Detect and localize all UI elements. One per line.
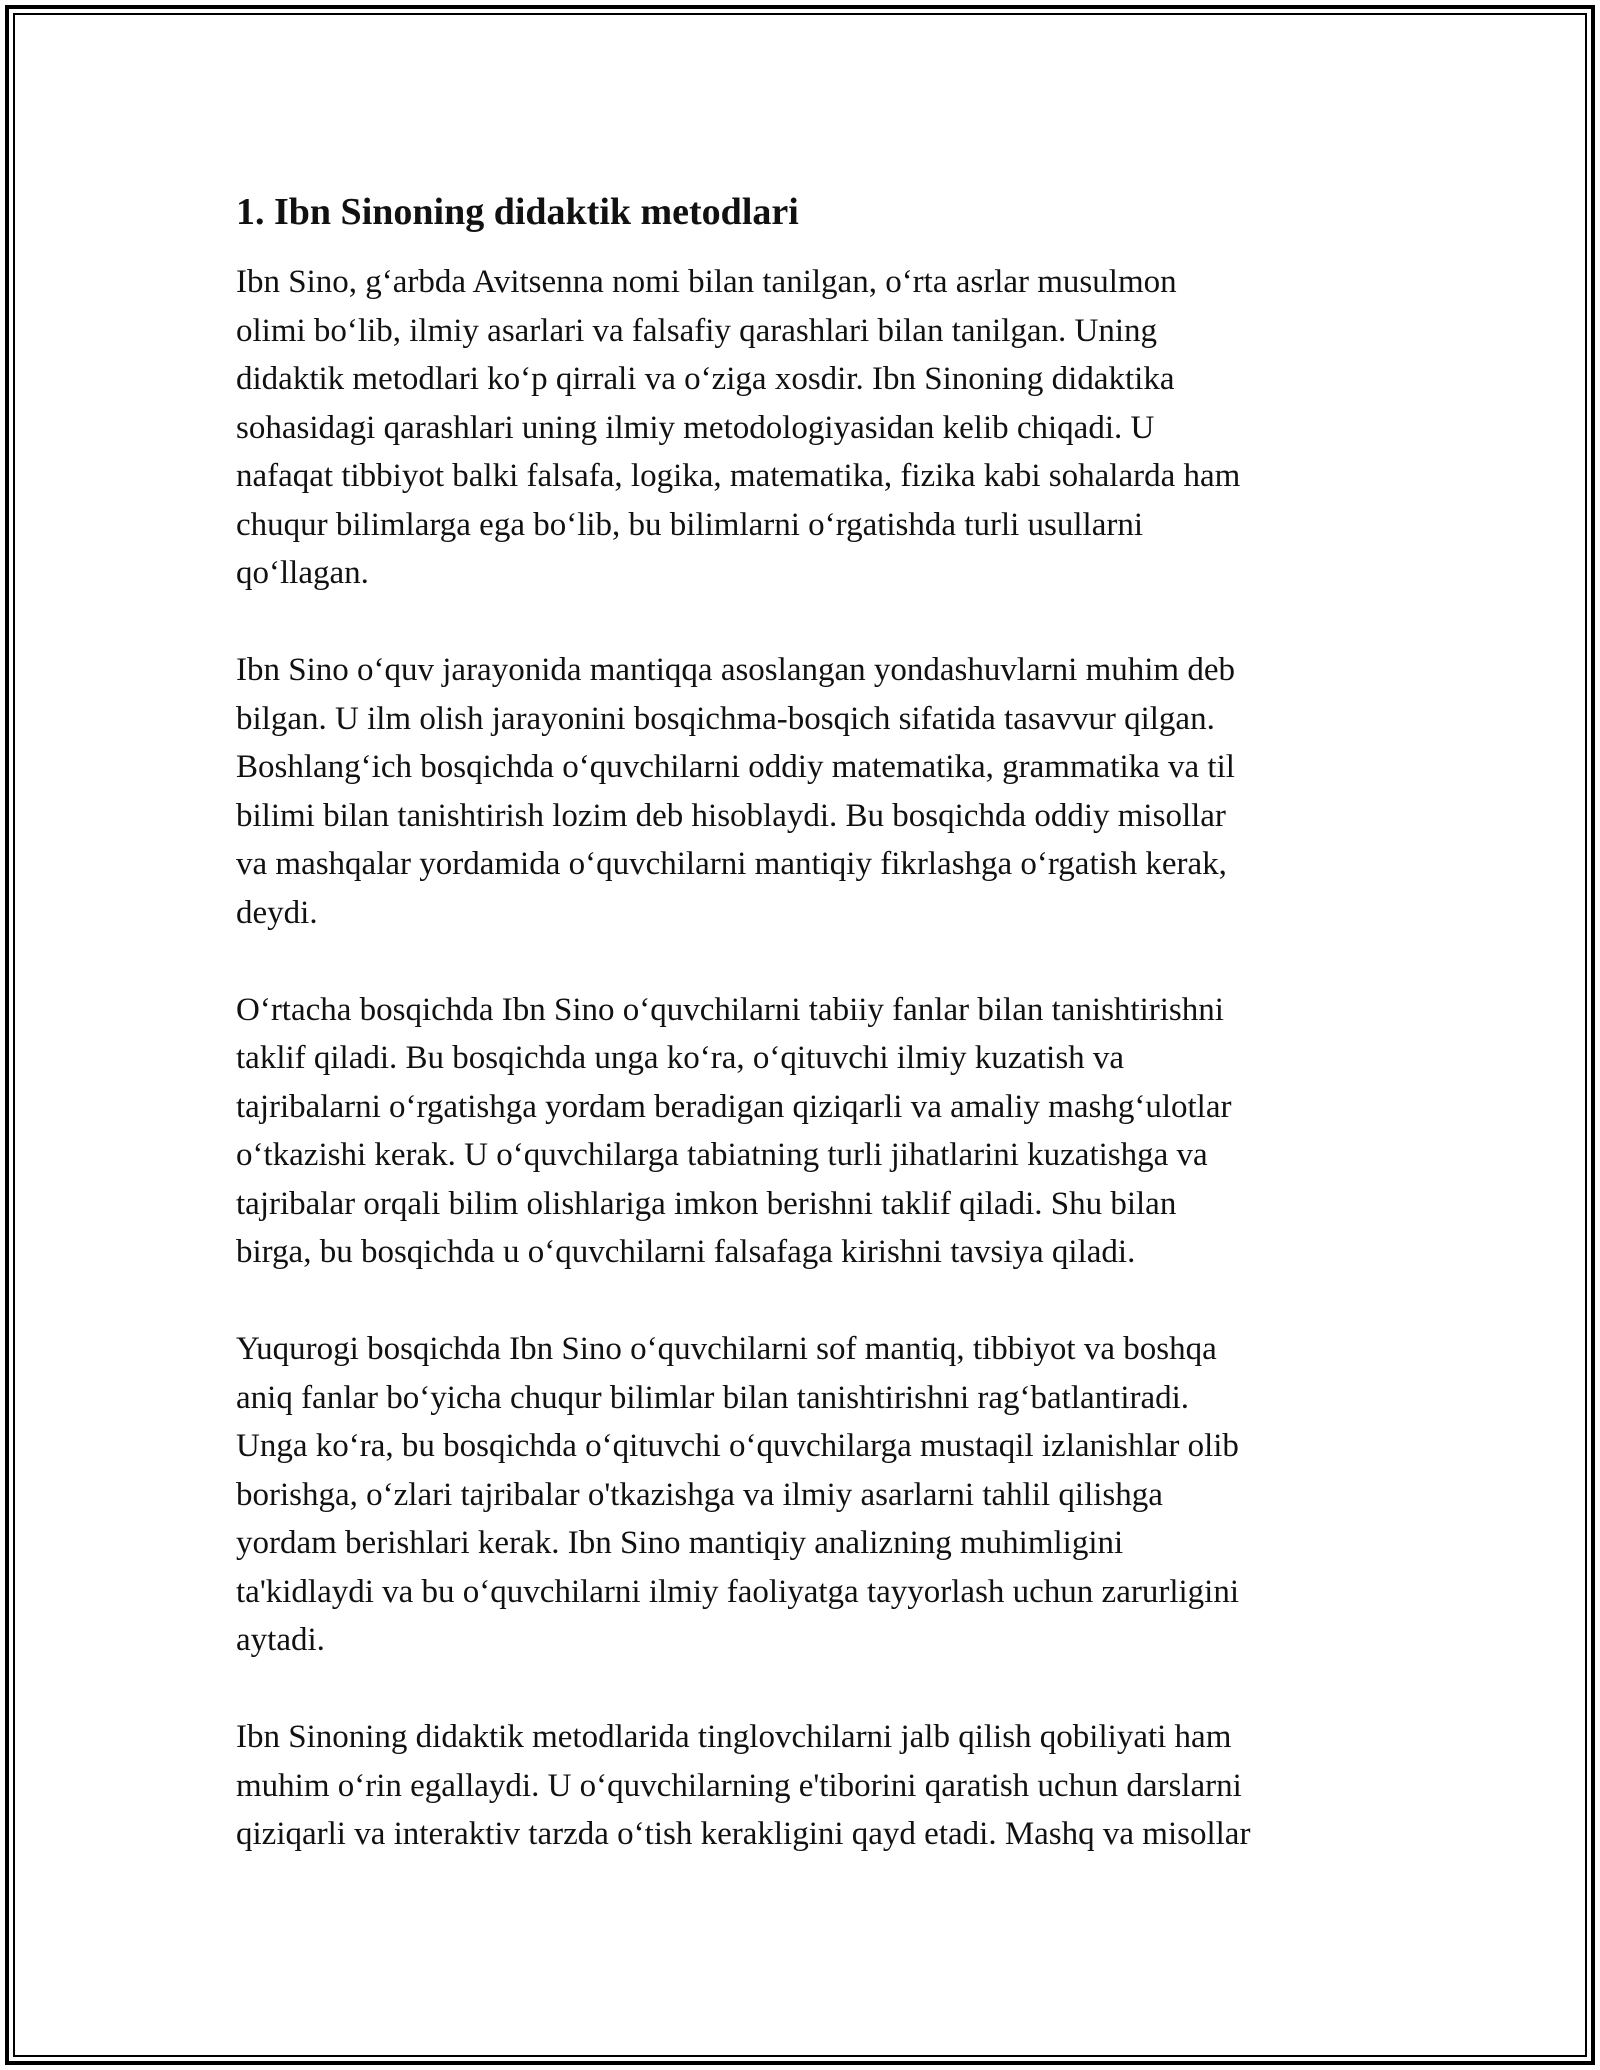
paragraph-4: Yuqurogi bosqichda Ibn Sino o‘quvchilarni sof mantiq, tibbiyot va boshqa aniq fanlar bo‘yicha chuqur bilimlar bilan tanishtirishni rag‘batlantiradi. Unga ko‘ra, bu bosqichda o‘qituvchi o‘quvchilarga mustaqil izlanishlar olib borishga, o‘zlari tajribalar o'tkazishga va ilmiy asarlarni tahlil qilishga yordam berishlari kerak. Ibn Sino mantiqiy analizning muhimligini ta'kidlaydi va bu o‘quvchilarni ilmiy faoliyatga tayyorlash uchun zarurligini aytadi. [236, 1331, 1240, 1658]
document-body [236, 186, 1376, 1907]
section-heading: 1. Ibn Sinoning didaktik metodlari [236, 191, 799, 233]
paragraph-5: Ibn Sinoning didaktik metodlarida tinglovchilarni jalb qilish qobiliyati ham muhim o‘rin egallaydi. U o‘quvchilarning e'tiborini qaratish uchun darslarni qiziqarli va interaktiv tarzda o‘tish kerakligini qayd etadi. Mashq va misollar [236, 1719, 1251, 1852]
paragraph-2: Ibn Sino o‘quv jarayonida mantiqqa asoslangan yondashuvlarni muhim deb bilgan. U ilm olish jarayonini bosqichma-bosqich sifatida tasavvur qilgan. Boshlang‘ich bosqichda o‘quvchilarni oddiy matematika, grammatika va til bilimi bilan tanishtirish lozim deb hisoblaydi. Bu bosqichda oddiy misollar va mashqalar yordamida o‘quvchilarni mantiqiy fikrlashga o‘rgatish kerak, deydi. [236, 652, 1235, 931]
paragraph-1: Ibn Sino, g‘arbda Avitsenna nomi bilan tanilgan, o‘rta asrlar musulmon olimi bo‘lib, ilmiy asarlari va falsafiy qarashlari bilan tanilgan. Uning didaktik metodlari ko‘p qirrali va o‘ziga xosdir. Ibn Sinoning didaktika sohasidagi qarashlari uning ilmiy metodologiyasidan kelib chiqadi. U nafaqat tibbiyot balki falsafa, logika, matematika, fizika kabi sohalarda ham chuqur bilimlarga ega bo‘lib, bu bilimlarni o‘rgatishda turli usullarni qo‘llagan. [236, 264, 1241, 591]
paragraph-3: O‘rtacha bosqichda Ibn Sino o‘quvchilarni tabiiy fanlar bilan tanishtirishni taklif qiladi. Bu bosqichda unga ko‘ra, o‘qituvchi ilmiy kuzatish va tajribalarni o‘rgatishga yordam beradigan qiziqarli va amaliy mashg‘ulotlar o‘tkazishi kerak. U o‘quvchilarga tabiatning turli jihatlarini kuzatishga va tajribalar orqali bilim olishlariga imkon berishni taklif qiladi. Shu bilan birga, bu bosqichda u o‘quvchilarni falsafaga kirishni tavsiya qiladi. [236, 991, 1232, 1270]
